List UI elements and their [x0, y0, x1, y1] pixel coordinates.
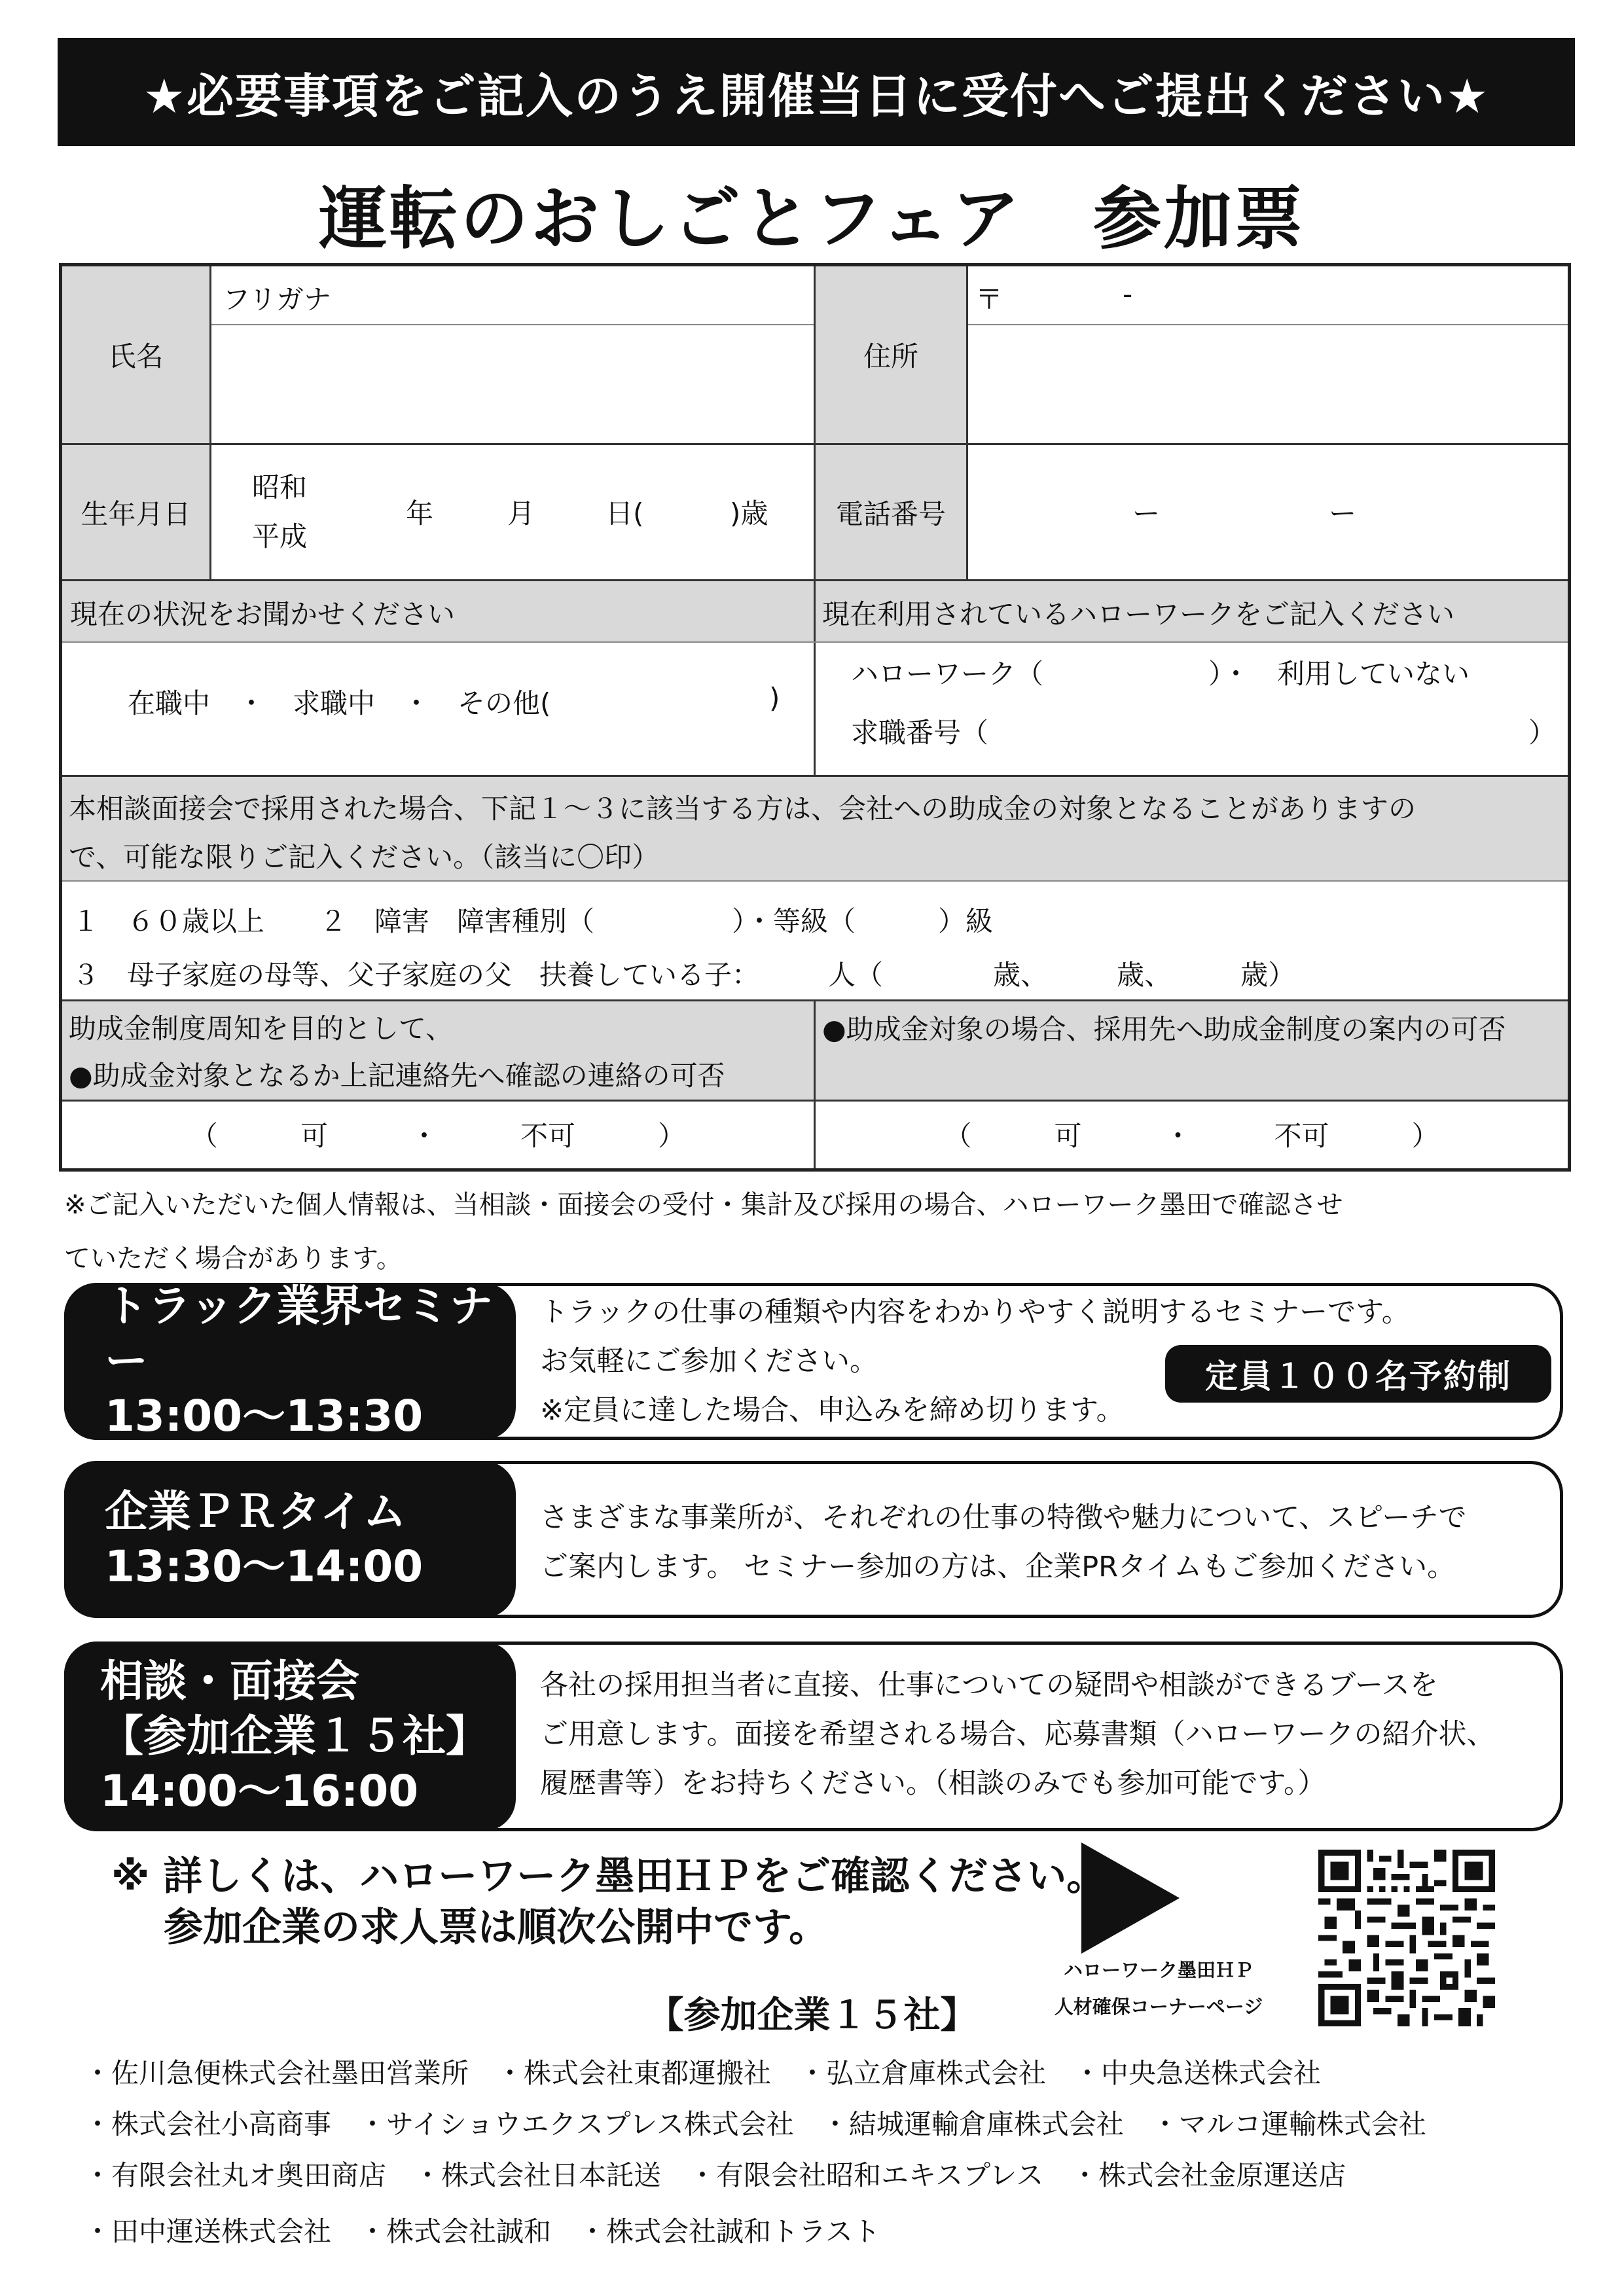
seminar-text-line-3: ※定員に達した場合、申込みを締め切ります。: [540, 1394, 1125, 1427]
pr-time-text-line-1: さまざまな事業所が、それぞれの仕事の特徴や魅力について、スピーチで: [540, 1501, 1467, 1534]
birth-year: 年: [406, 497, 434, 529]
interview-text-line-2: ご用意します。面接を希望される場合、応募書類（ハローワークの紹介状、: [540, 1718, 1495, 1751]
job-number-close: ）: [1528, 717, 1557, 749]
era-showa: 昭和: [252, 471, 308, 503]
subsidy-header-line-2: で、可能な限りご記入ください。（該当に〇印）: [69, 841, 660, 873]
name-label: 氏名: [62, 266, 209, 443]
footer-notice-line-2: 参加企業の求人票は順次公開中です。: [164, 1905, 829, 1950]
confirm-right-header: ●助成金対象の場合、採用先へ助成金制度の案内の可否: [816, 1001, 1568, 1100]
privacy-note: [64, 1178, 1570, 1285]
era-heisei: 平成: [252, 520, 308, 552]
interview-time: 14:00～16:00: [100, 1766, 419, 1816]
seminar-label: [64, 1283, 516, 1440]
birth-month: 月: [507, 497, 535, 529]
pr-time-time: 13:30～14:00: [105, 1541, 424, 1592]
phone-label: 電話番号: [816, 445, 966, 579]
interview-text: [540, 1661, 1495, 1808]
interview-label: [64, 1641, 516, 1831]
name-input[interactable]: [211, 327, 879, 441]
status-header: 現在の状況をお聞かせください: [62, 581, 814, 641]
capacity-badge: 定員１００名予約制: [1165, 1345, 1551, 1403]
confirm-right-answer[interactable]: （ 可 ・ 不可 ）: [944, 1120, 1439, 1152]
subsidy-line-2: ３ 母子家庭の母等、父子家庭の父 扶養している子： 人（ 歳、 歳、 歳）: [72, 959, 1296, 991]
interview-text-line-1: 各社の採用担当者に直接、仕事についての疑問や相談ができるブースを: [540, 1669, 1438, 1702]
hellowork-line[interactable]: ハローワーク（ ）・ 利用していない: [851, 658, 1470, 690]
hp-caption-line-1: ハローワーク墨田ＨＰ: [1063, 1959, 1254, 1981]
company-list-line: ・佐川急便株式会社墨田営業所 ・株式会社東都運搬社 ・弘立倉庫株式会社 ・中央急送株式会社: [84, 2057, 1322, 2089]
page-title: 運転のおしごとフェア 参加票: [319, 179, 1305, 259]
interview-subtitle: 【参加企業１５社】: [100, 1711, 489, 1761]
furigana-label: フリガナ: [223, 283, 331, 315]
companies-heading: 【参加企業１５社】: [647, 1994, 977, 2037]
company-list-line: ・田中運送株式会社 ・株式会社誠和 ・株式会社誠和トラスト: [84, 2215, 880, 2248]
subsidy-header: [62, 777, 1568, 880]
top-banner: ★必要事項をご記入のうえ開催当日に受付へご提出ください★: [58, 38, 1575, 146]
seminar-text-line-2: お気軽にご参加ください。: [540, 1345, 878, 1378]
subsidy-lines[interactable]: [72, 895, 1295, 1002]
entry-form: [59, 263, 1571, 1172]
seminar-time: 13:00～13:30: [105, 1391, 424, 1441]
birth-age: )歳: [730, 497, 768, 529]
seminar-title: トラック業界セミナー: [105, 1281, 493, 1386]
play-arrow-icon[interactable]: [1081, 1842, 1180, 1954]
interview-title: 相談・面接会: [100, 1656, 359, 1706]
postal-dash: -: [1123, 278, 1133, 310]
phone-dash-1: ー: [1132, 497, 1161, 529]
birth-label: 生年月日: [62, 445, 209, 579]
subsidy-header-line-1: 本相談面接会で採用された場合、下記１～３に該当する方は、会社への助成金の対象となることがありますの: [69, 793, 1416, 825]
confirm-left-line-2: ●助成金対象となるか上記連絡先へ確認の連絡の可否: [69, 1060, 725, 1092]
address-label: 住所: [816, 266, 966, 443]
seminar-text-line-1: トラックの仕事の種類や内容をわかりやすく説明するセミナーです。: [540, 1296, 1410, 1329]
hellowork-header: 現在利用されているハローワークをご記入ください: [816, 581, 1568, 641]
job-number-label[interactable]: 求職番号（: [851, 717, 989, 749]
privacy-note-line-2: ていただく場合があります。: [64, 1244, 403, 1274]
subsidy-line-1: １ ６０歳以上 ２ 障害 障害種別（ ）・等級（ ）級: [72, 905, 994, 937]
pr-time-text-line-2: ご案内します。 セミナー参加の方は、企業PRタイムもご参加ください。: [540, 1551, 1456, 1583]
phone-dash-2: ー: [1329, 497, 1357, 529]
status-close: ): [769, 682, 780, 714]
confirm-left-line-1: 助成金制度周知を目的として、: [69, 1013, 454, 1045]
address-input[interactable]: [968, 327, 1568, 441]
interview-text-line-3: 履歴書等）をお持ちください。（相談のみでも参加可能です。）: [540, 1767, 1326, 1800]
footer-notice-line-1: ※ 詳しくは、ハローワーク墨田ＨＰをご確認ください。: [111, 1854, 1106, 1899]
privacy-note-line-1: ※ご記入いただいた個人情報は、当相談・面接会の受付・集計及び採用の場合、ハローワーク墨田で確認させ: [64, 1190, 1343, 1220]
status-options[interactable]: 在職中 ・ 求職中 ・ その他(: [128, 687, 551, 719]
company-list-line: ・有限会社丸オ奥田商店 ・株式会社日本託送 ・有限会社昭和エキスプレス ・株式会社金原運送店: [84, 2159, 1346, 2191]
confirm-left-header: [62, 1001, 814, 1100]
confirm-left-answer[interactable]: （ 可 ・ 不可 ）: [190, 1120, 685, 1152]
pr-time-title: 企業ＰＲタイム: [105, 1486, 406, 1537]
postal-mark: 〒: [975, 283, 1003, 315]
company-list-line: ・株式会社小高商事 ・サイショウエクスプレス株式会社 ・結城運輸倉庫株式会社 ・マルコ運輸株式会社: [84, 2108, 1426, 2140]
footer-notice: [111, 1851, 1106, 1953]
pr-time-label: [64, 1461, 516, 1618]
pr-time-text: [540, 1494, 1467, 1592]
hp-caption-line-2: 人材確保コーナーページ: [1054, 1996, 1263, 2018]
birth-day: 日(: [605, 497, 644, 529]
